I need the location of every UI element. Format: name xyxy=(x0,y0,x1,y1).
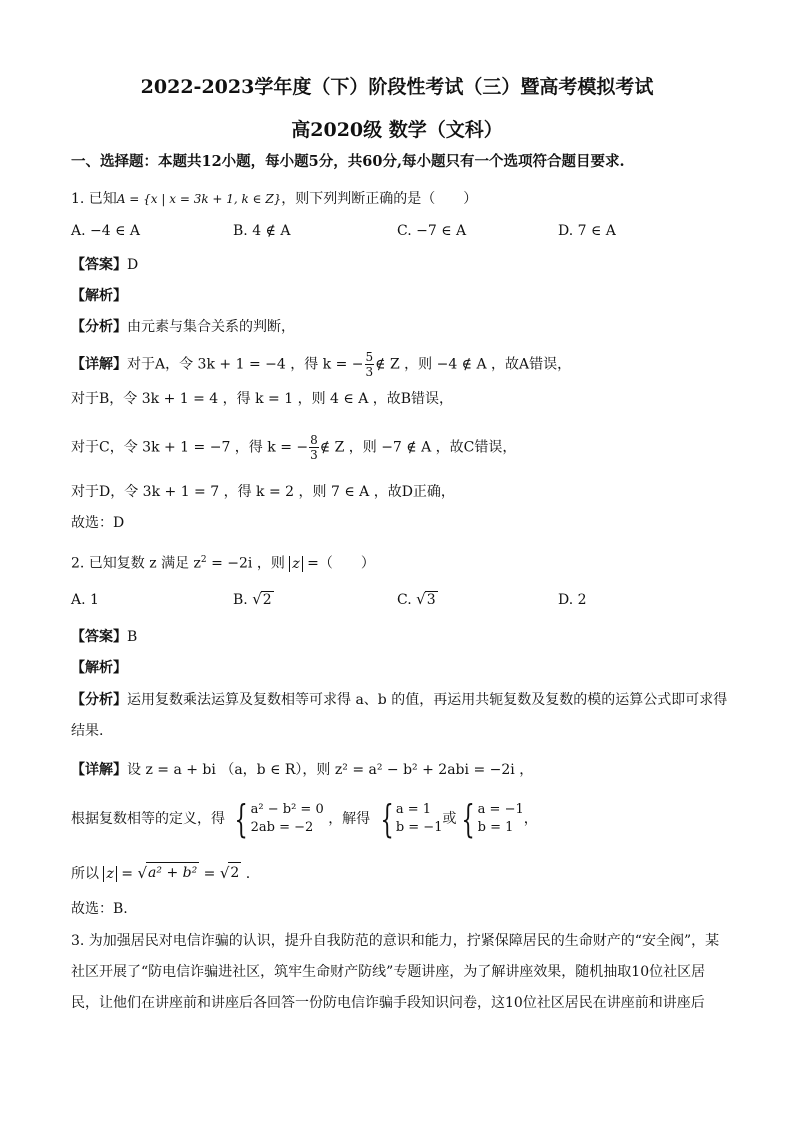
q1-detail-c: 对于C，令 3k + 1 = −7 ，得 k = − $\frac{8}{3}$ ∉ Z ，则 −7 ∉ A ，故C错误， xyxy=(71,433,517,462)
q1-option-c: C. −7 ∈ A xyxy=(397,223,467,239)
question-2-stem: 2. 已知复数 z 满足 $z^2 = -2i$ ，则 z =（ ） xyxy=(71,555,375,572)
q1-choice: 故选：D xyxy=(71,515,125,531)
exam-subtitle: 高2020级 数学（文科） xyxy=(291,119,503,141)
q1-detail-b: 对于B，令 3k + 1 = 4 ，得 k = 1 ，则 4 ∈ A ，故B错误， xyxy=(71,391,454,407)
section-heading: 一、选择题：本题共12小题，每小题5分，共60分,每小题只有一个选项符合题目要求. xyxy=(71,153,625,170)
equation-system: { a = −1 b = 1 xyxy=(461,797,524,841)
fraction: $\frac{8}{3}$ xyxy=(310,433,318,462)
q2-fenxi: 【分析】运用复数乘法运算及复数相等可求得 a、b 的值，再运用共轭复数及复数的模的运算公式即可求得 xyxy=(71,692,728,708)
q2-option-a: A. 1 xyxy=(71,592,99,608)
q2-fenxi-cont: 结果. xyxy=(71,723,104,739)
question-3-line-3: 民，让他们在讲座前和讲座后各回答一份防电信诈骗手段知识问卷，这10位社区居民在讲座前和讲座后 xyxy=(71,995,705,1011)
sqrt: √ 3 xyxy=(416,590,436,608)
exam-title: 2022-2023学年度（下）阶段性考试（三）暨高考模拟考试 xyxy=(140,76,654,98)
q1-detail-a: 【详解】对于A，令 3k + 1 = −4 ，得 k = − $\frac{5}{3}$ ∉ Z ，则 −4 ∉ A ，故A错误， xyxy=(71,350,572,379)
sqrt: √ 2 xyxy=(252,590,272,608)
equation-system: { a² − b² = 0 2ab = −2 xyxy=(234,797,324,841)
q2-detail: 【详解】设 z = a + bi （a，b ∈ R），则 z² = a² − b² + 2abi = −2i ， xyxy=(71,762,534,778)
q1-option-d: D. 7 ∈ A xyxy=(558,223,616,239)
equation-system: { a = 1 b = −1 xyxy=(380,797,443,841)
question-3-line-2: 社区开展了“防电信诈骗进社区，筑牢生命财产防线”专题讲座，为了解讲座效果，随机抽取10位社区居 xyxy=(71,964,706,980)
q2-analysis-label: 【解析】 xyxy=(71,660,127,676)
q1-option-a: A. −4 ∈ A xyxy=(71,223,141,239)
q1-answer: 【答案】D xyxy=(71,257,139,273)
q2-system: 根据复数相等的定义，得 { a² − b² = 0 2ab = −2 ，解得 { a = 1 b = −1 或 { a = −1 b = 1 ， xyxy=(71,797,538,841)
q1-fenxi: 【分析】由元素与集合关系的判断， xyxy=(71,319,295,335)
q2-result: 所以 z = √ a² + b² = √ 2 . xyxy=(71,864,251,882)
sqrt: √ a² + b² xyxy=(137,864,198,882)
q2-choice: 故选：B. xyxy=(71,901,128,917)
question-3-line-1: 3. 为加强居民对电信诈骗的认识，提升自我防范的意识和能力，拧紧保障居民的生命财产的“安全阀”，某 xyxy=(71,933,720,949)
sqrt: √ 2 xyxy=(219,864,240,882)
q1-detail-d: 对于D，令 3k + 1 = 7 ，得 k = 2 ，则 7 ∈ A ，故D正确， xyxy=(71,484,455,500)
q1-option-b: B. 4 ∉ A xyxy=(233,223,291,239)
question-1-stem: 1. 已知A = {x | x = 3k + 1, k ∈ Z}，则下列判断正确的是（ ） xyxy=(71,191,478,207)
q2-option-b: B. √ 2 xyxy=(233,590,272,608)
q2-option-d: D. 2 xyxy=(558,592,587,608)
q1-analysis-label: 【解析】 xyxy=(71,288,127,304)
fraction: $\frac{5}{3}$ xyxy=(365,350,374,379)
q2-answer: 【答案】B xyxy=(71,629,138,645)
q2-option-c: C. √ 3 xyxy=(397,590,436,608)
